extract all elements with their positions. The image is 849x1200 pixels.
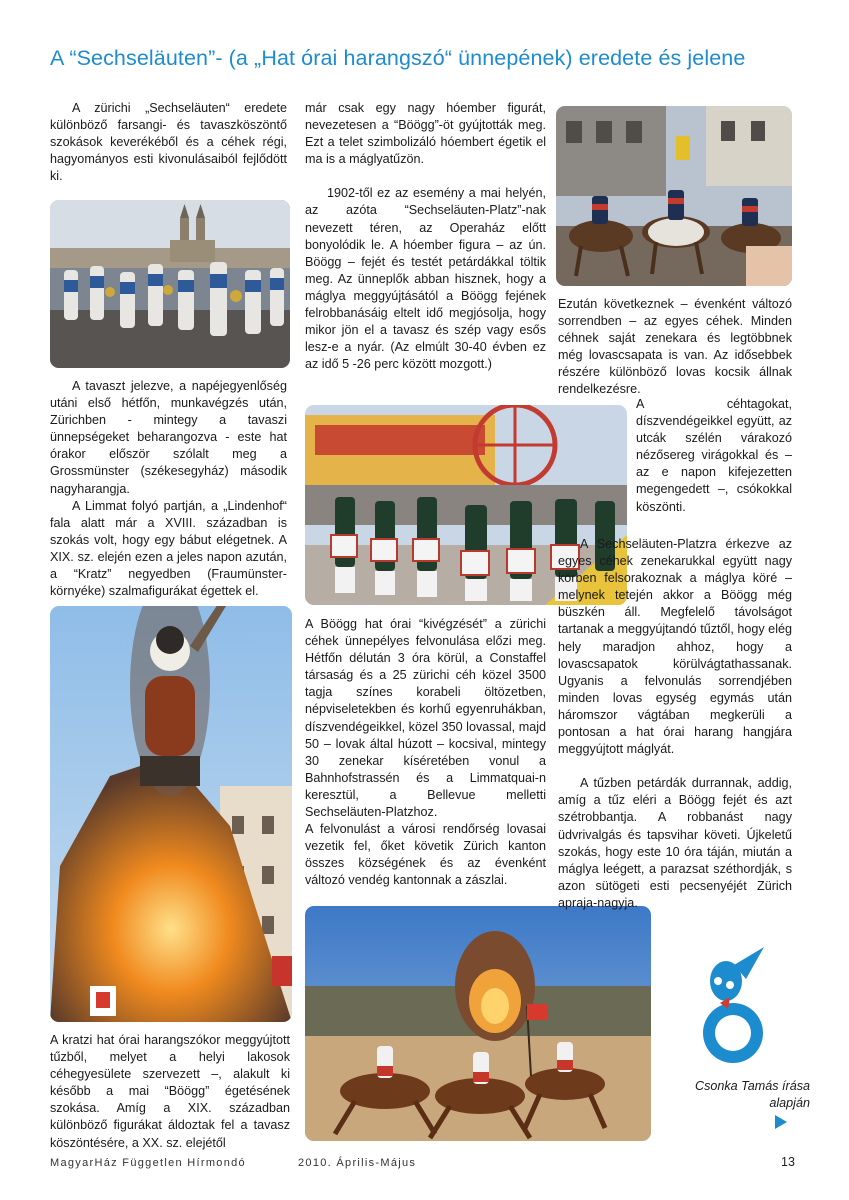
- paragraph: A kratzi hat órai harangszókor meggyújtott tűzből, melyet a helyi lakosok céhegyesülete szervezett –, alakult ki később a mai “Böögg” égetésének szokása. Amíg a XIX. században különböző figurákat áldoztak fel a tavasz köszöntésére, a XX. sz. elejétől: [50, 1033, 290, 1150]
- paragraph: A tavaszt jelezve, a napéjegyenlőség utáni első hétfőn, munkavégzés után, Zürichben - mintegy a tavaszi ünnepségeket beharangozva - este hat órakor először szólalt meg a Grossmünster (székesegyház) második nagyharangja.: [50, 379, 287, 496]
- col2-top: [305, 100, 546, 373]
- col1-intro: [50, 100, 287, 185]
- footer-issue: 2010. Április-Május: [298, 1157, 417, 1169]
- paragraph: A tűzben petárdák durrannak, addig, amíg a tűz eléri a Böögg fejét és azt szétrobbantja. A robbanást nagy üdvrivalgás és tapsvihar követi. Újkeletű szokás, hogy este 10 óra táján, miután a máglya leégett, a parazsat széthordják, s azon sütögeti esti pecsenyéjét Zürich apraja-nagyja.: [558, 776, 792, 910]
- col1-middle: [50, 378, 287, 600]
- paragraph: A céhtagokat, díszvendégeikkel együtt, az utcák szélén várakozó nézősereg virágokkal és – az e napon kifejezetten megengedett –, csókokkal köszönti.: [636, 397, 792, 514]
- paragraph: A felvonulást a városi rendőrség lovasai vezetik fel, őket követik Zürich kanton összes községének és az évenként változó vendég kantonnak a zászlai.: [305, 822, 546, 888]
- paragraph: A Sechseläuten-Platzra érkezve az egyes céhek zenekarukkal együtt nagy körben felsorakoznak a máglya köré – melynek tetején akkor a Böögg még büszkén áll. Megfelelő távolságot tartanak a meggyújtandó tűztől, hogy elég hely maradjon ahhoz, hogy a lovascsapatok körülvágtathassanak. Ugyanis a felvonulás sorrendjében minden lovas egység egymás után háromszor vágtában megkerüli a pontosan a hat órai harang hangjára meggyújtott máglyát.: [558, 537, 792, 757]
- paragraph: A zürichi „Sechseläuten“ eredete különböző farsangi- és tavaszköszöntő szokások keverékéből és a céhek régi, hagyományos esti kivonulásaiból fejlődött ki.: [50, 101, 287, 184]
- paragraph: 1902-től ez az esemény a mai helyén, az azóta “Sechseläuten-Platz”-nak nevezett téren, az Operaház előtt bonyolódik le. A hóember figura – az ún. Böögg – fejét és testét petárdákkal töltik meg. Az ünneplők abban hisznek, hogy a máglya meggyújtásától a Böögg fejének felrobbanásáig eltelt idő megjósolja, hogy mikor jön el a tavasz és szép vagy esős lesz-e a nyár. (Az elmúlt 30-40 évben ez az idő 5 -26 perc között mozgott.): [305, 186, 546, 372]
- boogg-bonfire-photo: [50, 606, 292, 1022]
- paragraph: Ezután következnek – évenként változó sorrendben – az egyes céhek. Minden céhnek saját zenekara és legtöbbnek még lovascsapata is van. Az idősebbek részére különböző lovas kocsik állnak rendelkezésre.: [558, 297, 792, 397]
- guild-riders-photo: [556, 106, 792, 286]
- paragraph: A Böögg hat órai “kivégzését” a zürichi céhek ünnepélyes felvonulása előzi meg. Hétfőn délután 3 óra körül, a Constaffel társaság és a 25 zürichi céh közel 3500 tagja színes korabeli öltözetben, népviseletekben és korhű egyenruhákban, díszvendégeikkel, közel 350 lovassal, majd 50 – lovak által húzott – kocsival, mintegy 30 zenekar kíséretében vonul a Bahnhofstrassén és a Limmatquai-n keresztül, a Bellevue melletti Sechseläuten-Platzhoz.: [305, 617, 546, 820]
- col1-bottom: [50, 1032, 290, 1152]
- page-title: A “Sechseläuten”- (a „Hat órai harangszó“ ünnepének) eredete és jelene: [50, 46, 746, 70]
- col3-middle: [558, 536, 792, 912]
- riders-bonfire-photo: [305, 906, 651, 1141]
- next-page-arrow-icon[interactable]: [775, 1115, 787, 1129]
- parade-musicians-photo: [50, 200, 290, 368]
- col3-top: [558, 296, 792, 399]
- page-number: 13: [781, 1155, 795, 1169]
- boogg-logo: [690, 945, 780, 1065]
- col2-bottom: [305, 616, 546, 890]
- paragraph: A Limmat folyó partján, a „Lindenhof“ fala alatt már a XVIII. században is szokás volt, hogy egy bábut elégetnek. A XIX. sz. elején ezen a jeles napon azután, a “Kratz” negyedben (Fraumünster-környéke) szalmafigurákat égettek el.: [50, 498, 287, 599]
- footer-publication: MagyarHáz Független Hírmondó: [50, 1157, 246, 1169]
- author-credit: Csonka Tamás írása alapján: [694, 1079, 810, 1110]
- paragraph: már csak egy nagy hóember figurát, nevezetesen a “Böögg”-öt gyújtották meg. Ezt a telet szimbolizáló hóembert égetik el ma is a máglyatűzön.: [305, 101, 546, 167]
- col3-greeting: [636, 396, 792, 516]
